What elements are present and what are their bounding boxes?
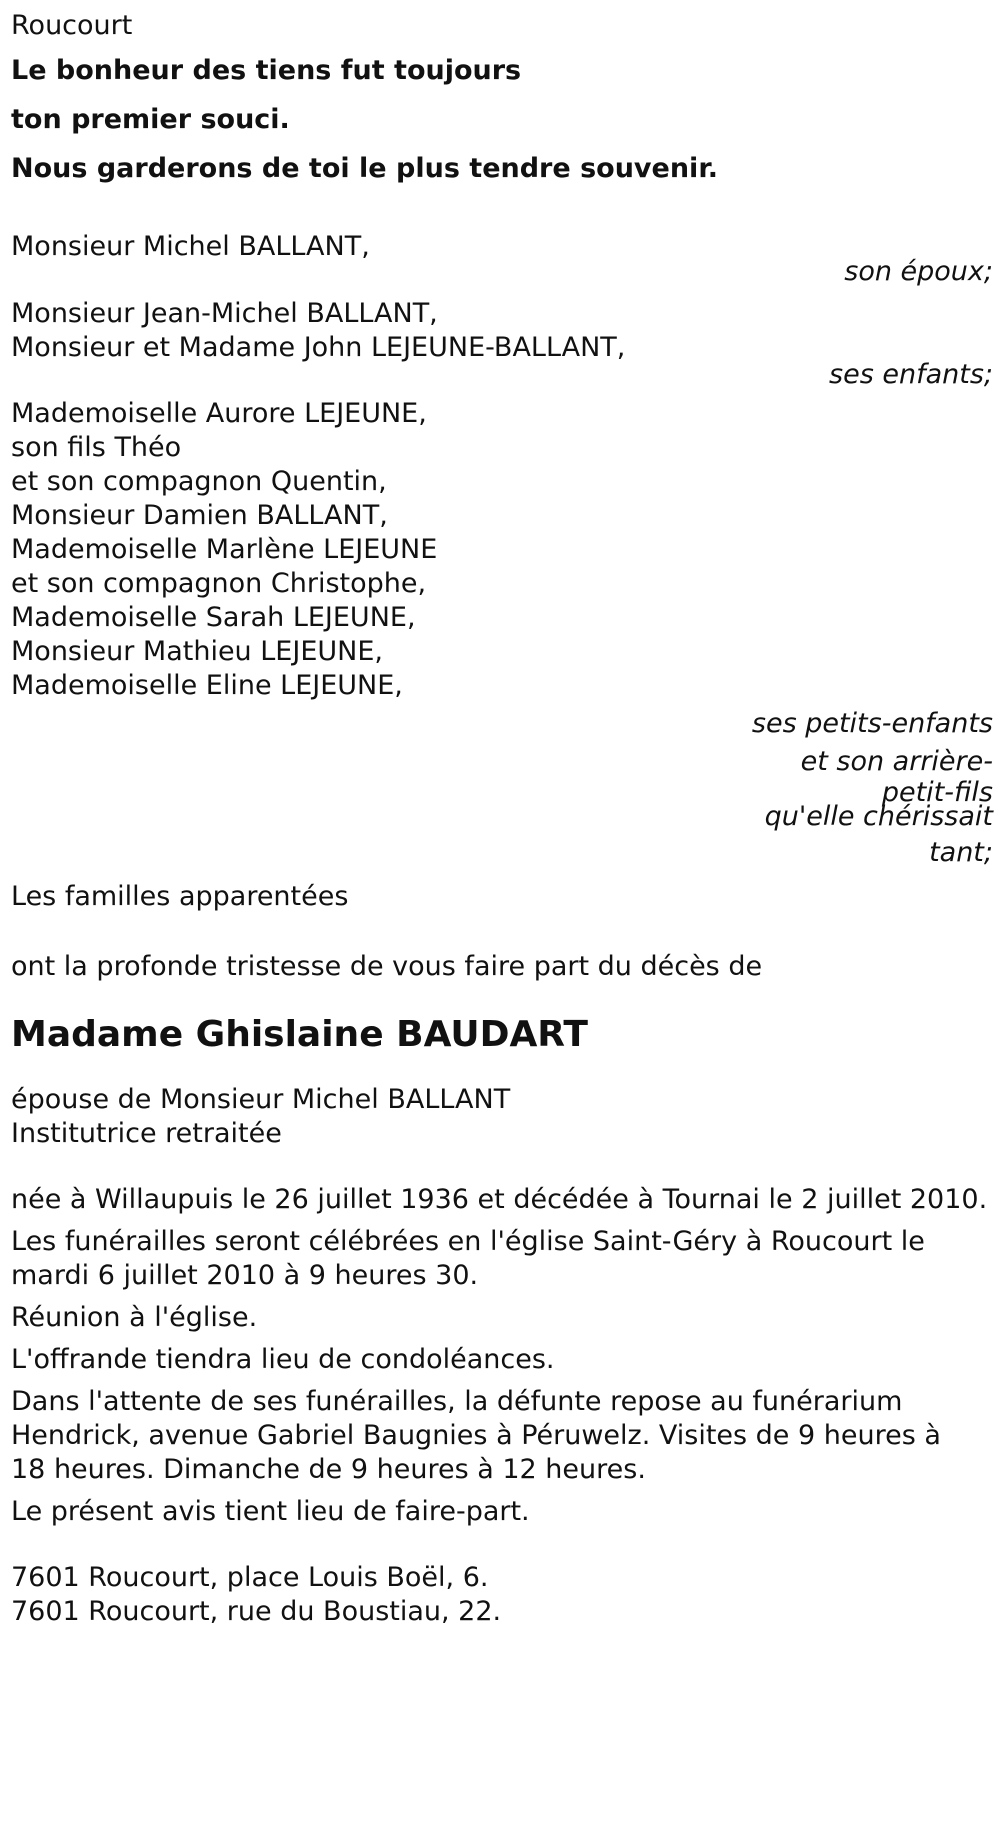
addresses-block — [11, 1561, 996, 1629]
visitation-paragraph: Dans l'attente de ses funérailles, la défunte repose au funérarium Hendrick, avenue Gabriel Baugnies à Péruwelz. Visites de 9 heures à 18 heures. Dimanche de 9 heures à 12 heures. — [11, 1386, 941, 1485]
grandchild-name: et son compagnon Christophe, — [11, 568, 427, 599]
grandchild-name: Mademoiselle Aurore LEJEUNE, — [11, 398, 427, 429]
children-role: ses enfants; — [829, 359, 993, 390]
spouse-name: Monsieur Michel BALLANT, — [11, 231, 370, 262]
funeral-paragraph: Les funérailles seront célébrées en l'église Saint-Géry à Roucourt le mardi 6 juillet 2010 à 9 heures 30. — [11, 1226, 925, 1291]
deceased-info — [11, 1083, 996, 1151]
families-line: Les familles apparentées — [11, 881, 349, 912]
child-name: Monsieur et Madame John LEJEUNE-BALLANT, — [11, 332, 626, 363]
spacer — [11, 193, 996, 227]
notice-line: Le présent avis tient lieu de faire-part. — [11, 1496, 530, 1527]
spouse-role: son époux; — [844, 256, 993, 287]
grandchildren-role — [11, 705, 996, 877]
meeting-line: Réunion à l'église. — [11, 1302, 258, 1333]
epitaph-line: ton premier souci. — [11, 104, 290, 135]
role-line: petit-fils — [881, 777, 993, 808]
role-line: tant; — [929, 837, 993, 868]
role-line: qu'elle chérissait — [764, 801, 993, 832]
offering-line: L'offrande tiendra lieu de condoléances. — [11, 1344, 555, 1375]
birth-death-line: née à Willaupuis le 26 juillet 1936 et décédée à Tournai le 2 juillet 2010. — [11, 1184, 988, 1215]
deceased-name: Madame Ghislaine BAUDART — [11, 1014, 588, 1055]
address-line: 7601 Roucourt, rue du Boustiau, 22. — [11, 1596, 502, 1627]
children-block — [11, 294, 996, 393]
role-line: ses petits-enfants — [751, 708, 993, 739]
role-line: et son arrière- — [800, 746, 993, 777]
grandchild-name: Mademoiselle Sarah LEJEUNE, — [11, 602, 416, 633]
address-line: 7601 Roucourt, place Louis Boël, 6. — [11, 1562, 489, 1593]
epitaph-line: Nous garderons de toi le plus tendre souvenir. — [11, 153, 719, 184]
child-name: Monsieur Jean-Michel BALLANT, — [11, 298, 438, 329]
obituary-notice — [11, 6, 996, 1629]
epitaph-line: Le bonheur des tiens fut toujours — [11, 55, 522, 86]
deceased-profession: Institutrice retraitée — [11, 1118, 282, 1149]
grandchild-name: Monsieur Damien BALLANT, — [11, 500, 388, 531]
grandchild-name: et son compagnon Quentin, — [11, 466, 387, 497]
announcement-line: ont la profonde tristesse de vous faire part du décès de — [11, 951, 763, 982]
grandchildren-block — [11, 397, 996, 877]
grandchild-name: Mademoiselle Marlène LEJEUNE — [11, 534, 438, 565]
grandchild-name: son fils Théo — [11, 432, 182, 463]
deceased-spouse: épouse de Monsieur Michel BALLANT — [11, 1084, 511, 1115]
place-header: Roucourt — [11, 10, 133, 41]
grandchild-name: Monsieur Mathieu LEJEUNE, — [11, 636, 383, 667]
spouse-block — [11, 227, 996, 290]
grandchild-name: Mademoiselle Eline LEJEUNE, — [11, 670, 403, 701]
epitaph — [11, 46, 996, 193]
details-block — [11, 1183, 996, 1529]
